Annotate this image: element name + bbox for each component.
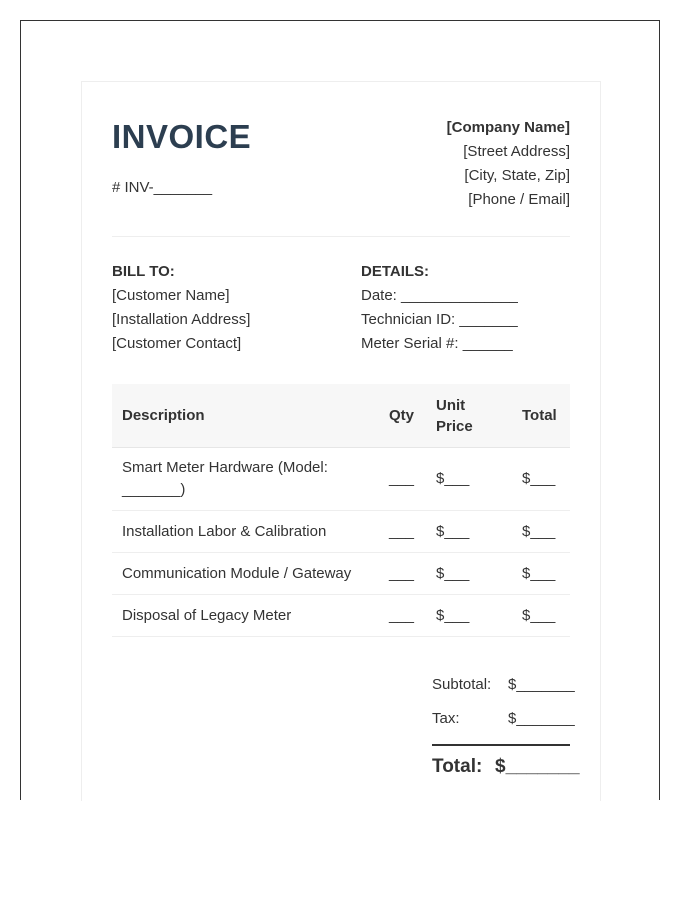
total-value: $_______ <box>495 756 580 777</box>
company-city: [City, State, Zip] <box>464 167 570 184</box>
row-description: Disposal of Legacy Meter <box>112 595 379 637</box>
company-street: [Street Address] <box>463 143 570 160</box>
subtotal-row <box>432 676 575 693</box>
row-unit-price: $___ <box>426 511 512 553</box>
row-total: $___ <box>512 448 570 511</box>
details-technician: Technician ID: _______ <box>361 311 518 328</box>
tax-value: $_______ <box>508 710 575 727</box>
header-unit-price: Unit Price <box>426 384 512 448</box>
details-section <box>361 260 518 356</box>
invoice-title: INVOICE <box>112 118 252 155</box>
row-unit-price: $___ <box>426 553 512 595</box>
details-meter-serial: Meter Serial #: ______ <box>361 335 513 352</box>
row-unit-price: $___ <box>426 595 512 637</box>
total-divider <box>432 744 570 746</box>
invoice-number: # INV-_______ <box>112 179 213 196</box>
row-total: $___ <box>512 595 570 637</box>
table-row <box>112 595 570 637</box>
tax-label: Tax: <box>432 710 460 727</box>
total-label: Total: <box>432 756 483 777</box>
company-info <box>447 116 570 212</box>
line-items-table <box>112 384 570 637</box>
row-total: $___ <box>512 511 570 553</box>
header-total: Total <box>512 384 570 448</box>
tax-row <box>432 710 575 727</box>
row-qty: ___ <box>379 448 426 511</box>
bill-to-section <box>112 260 250 356</box>
grand-total-row <box>432 756 580 778</box>
subtotal-value: $_______ <box>508 676 575 693</box>
customer-contact: [Customer Contact] <box>112 335 242 352</box>
header-divider <box>112 236 570 237</box>
table-row <box>112 511 570 553</box>
table-row <box>112 448 570 511</box>
subtotal-label: Subtotal: <box>432 676 492 693</box>
row-qty: ___ <box>379 553 426 595</box>
bill-to-heading: BILL TO: <box>112 263 175 280</box>
row-qty: ___ <box>379 595 426 637</box>
row-description: Installation Labor & Calibration <box>112 511 379 553</box>
details-date: Date: ______________ <box>361 287 518 304</box>
row-qty: ___ <box>379 511 426 553</box>
table-header-row <box>112 384 570 448</box>
row-unit-price: $___ <box>426 448 512 511</box>
company-name: [Company Name] <box>446 119 570 136</box>
row-description: Smart Meter Hardware (Model: _______) <box>112 448 379 511</box>
customer-name: [Customer Name] <box>112 287 230 304</box>
table-row <box>112 553 570 595</box>
company-contact: [Phone / Email] <box>468 191 570 208</box>
header-qty: Qty <box>379 384 426 448</box>
row-description: Communication Module / Gateway <box>112 553 379 595</box>
row-total: $___ <box>512 553 570 595</box>
installation-address: [Installation Address] <box>112 311 251 328</box>
header-description: Description <box>112 384 379 448</box>
details-heading: DETAILS: <box>361 263 430 280</box>
